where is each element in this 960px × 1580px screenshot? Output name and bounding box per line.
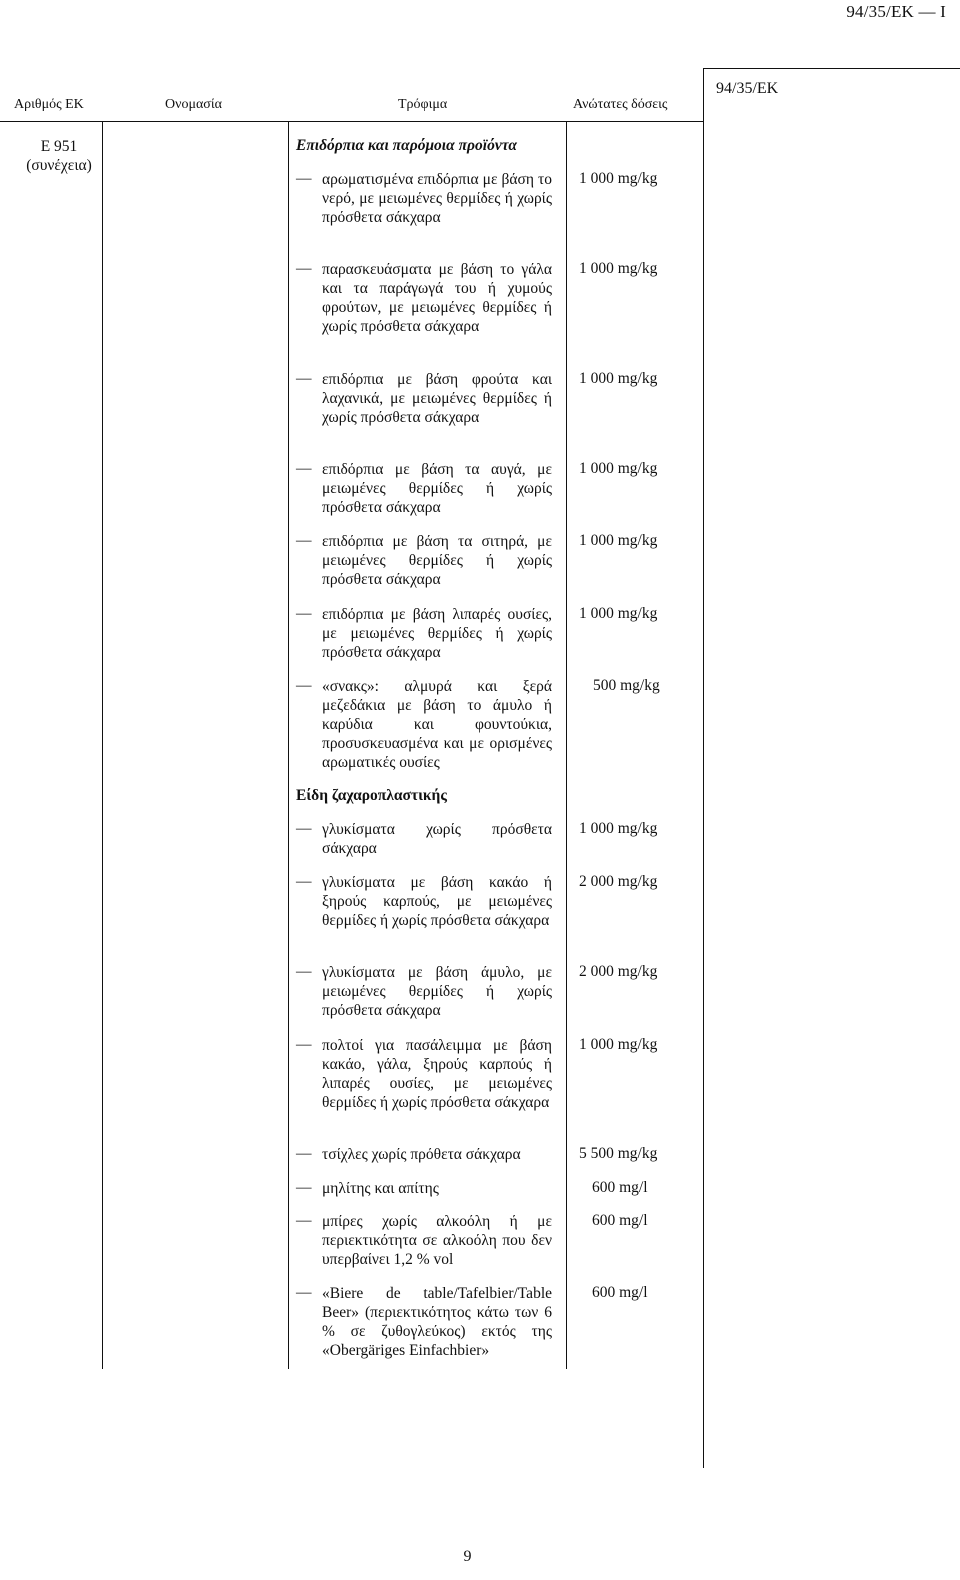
food-row [296, 532, 696, 589]
item-dash: — [296, 1179, 312, 1196]
food-row [296, 260, 696, 336]
item-dash: — [296, 1145, 312, 1162]
food-description: επιδόρπια με βάση λιπαρές ουσίες, με μειωμένες θερμίδες ή χωρίς πρόσθετα σάκχαρα [322, 606, 552, 661]
max-dose: 600 mg/l [592, 1179, 648, 1196]
food-row [296, 1036, 696, 1112]
max-dose: 600 mg/l [592, 1284, 648, 1301]
item-dash: — [296, 677, 312, 694]
max-dose: 2 000 mg/kg [579, 873, 658, 890]
food-row [296, 963, 696, 1020]
food-row [296, 170, 696, 227]
running-header: 94/35/ΕΚ — Ι [846, 2, 946, 21]
max-dose: 1 000 mg/kg [579, 1036, 658, 1053]
food-row [296, 873, 696, 930]
col-header-max-dose: Ανώτατες δόσεις [573, 97, 668, 112]
top-rule [703, 68, 960, 69]
food-description: μπίρες χωρίς αλκοόλη ή με περιεκτικότητα σε αλκοόλη που δεν υπερβαίνει 1,2 % vol [322, 1213, 552, 1268]
item-dash: — [296, 963, 312, 980]
max-dose: 1 000 mg/kg [579, 260, 658, 277]
max-dose: 1 000 mg/kg [579, 532, 658, 549]
max-dose: 600 mg/l [592, 1212, 648, 1229]
col-header-food: Τρόφιμα [398, 97, 448, 112]
e-number-note: (συνέχεια) [26, 157, 92, 174]
food-row [296, 1284, 696, 1360]
food-description: «Biere de table/Tafelbier/Table Beer» (περιεκτικότητος κάτω των 6 % σε ζυθογλεύκος) εκτός της «Obergäriges Einfachbier» [322, 1285, 552, 1359]
item-dash: — [296, 1212, 312, 1229]
max-dose: 1 000 mg/kg [579, 170, 658, 187]
item-dash: — [296, 820, 312, 837]
food-description: παρασκευάσματα με βάση το γάλα και τα παράγωγά του ή χυμούς φρούτων, με μειωμένες θερμίδες ή χωρίς πρόσθετα σάκχαρα [322, 261, 552, 335]
col-divider-1 [102, 121, 103, 1369]
item-dash: — [296, 1036, 312, 1053]
food-row [296, 1179, 696, 1198]
food-description: γλυκίσματα με βάση άμυλο, με μειωμένες θερμίδες ή χωρίς πρόσθετα σάκχαρα [322, 964, 552, 1019]
food-row [296, 605, 696, 662]
section-title: Επιδόρπια και παρόμοια προϊόντα [296, 137, 517, 154]
e-number-cell [16, 137, 102, 175]
item-dash: — [296, 532, 312, 549]
item-dash: — [296, 460, 312, 477]
food-row [296, 820, 696, 858]
max-dose: 1 000 mg/kg [579, 820, 658, 837]
max-dose: 1 000 mg/kg [579, 460, 658, 477]
item-dash: — [296, 170, 312, 187]
max-dose: 500 mg/kg [593, 677, 660, 694]
food-description: «σνακς»: αλμυρά και ξερά μεζεδάκια με βάση το άμυλο ή καρύδια και φουντούκια, προσυσκευασμένα και με ορισμένες αρωματικές ουσίες [322, 678, 552, 771]
max-dose: 1 000 mg/kg [579, 370, 658, 387]
header-rule [0, 121, 703, 122]
item-dash: — [296, 260, 312, 277]
food-row [296, 1145, 696, 1164]
food-description: επιδόρπια με βάση τα αυγά, με μειωμένες θερμίδες ή χωρίς πρόσθετα σάκχαρα [322, 461, 552, 516]
food-description: πολτοί για πασάλειμμα με βάση κακάο, γάλα, ξηρούς καρπούς ή λιπαρές ουσίες, με μειωμένες θερμίδες ή χωρίς πρόσθετα σάκχαρα [322, 1037, 552, 1111]
section-title: Είδη ζαχαροπλαστικής [296, 787, 447, 804]
max-dose: 1 000 mg/kg [579, 605, 658, 622]
food-row [296, 370, 696, 427]
col-header-name: Ονομασία [165, 97, 222, 112]
item-dash: — [296, 605, 312, 622]
food-description: μηλίτης και απίτης [322, 1180, 439, 1197]
col-divider-2 [288, 121, 289, 1369]
e-number-code: Ε 951 [40, 138, 78, 155]
max-dose: 5 500 mg/kg [579, 1145, 658, 1162]
directive-code: 94/35/ΕΚ [716, 80, 779, 97]
right-rule [703, 68, 704, 1468]
page-number: 9 [463, 1548, 472, 1565]
col-header-number: Αριθμός ΕΚ [14, 97, 84, 112]
item-dash: — [296, 873, 312, 890]
food-description: γλυκίσματα χωρίς πρόσθετα σάκχαρα [322, 821, 552, 857]
food-description: αρωματισμένα επιδόρπια με βάση το νερό, με μειωμένες θερμίδες ή χωρίς πρόσθετα σάκχαρα [322, 171, 552, 226]
food-row [296, 677, 696, 772]
food-description: γλυκίσματα με βάση κακάο ή ξηρούς καρπούς, με μειωμένες θερμίδες ή χωρίς πρόσθετα σάκχαρα [322, 874, 552, 929]
food-row [296, 460, 696, 517]
food-description: τσίχλες χωρίς πρόθετα σάκχαρα [322, 1146, 521, 1163]
item-dash: — [296, 370, 312, 387]
food-row [296, 1212, 696, 1269]
food-description: επιδόρπια με βάση τα σιτηρά, με μειωμένες θερμίδες ή χωρίς πρόσθετα σάκχαρα [322, 533, 552, 588]
max-dose: 2 000 mg/kg [579, 963, 658, 980]
food-description: επιδόρπια με βάση φρούτα και λαχανικά, με μειωμένες θερμίδες ή χωρίς πρόσθετα σάκχαρα [322, 371, 552, 426]
item-dash: — [296, 1284, 312, 1301]
